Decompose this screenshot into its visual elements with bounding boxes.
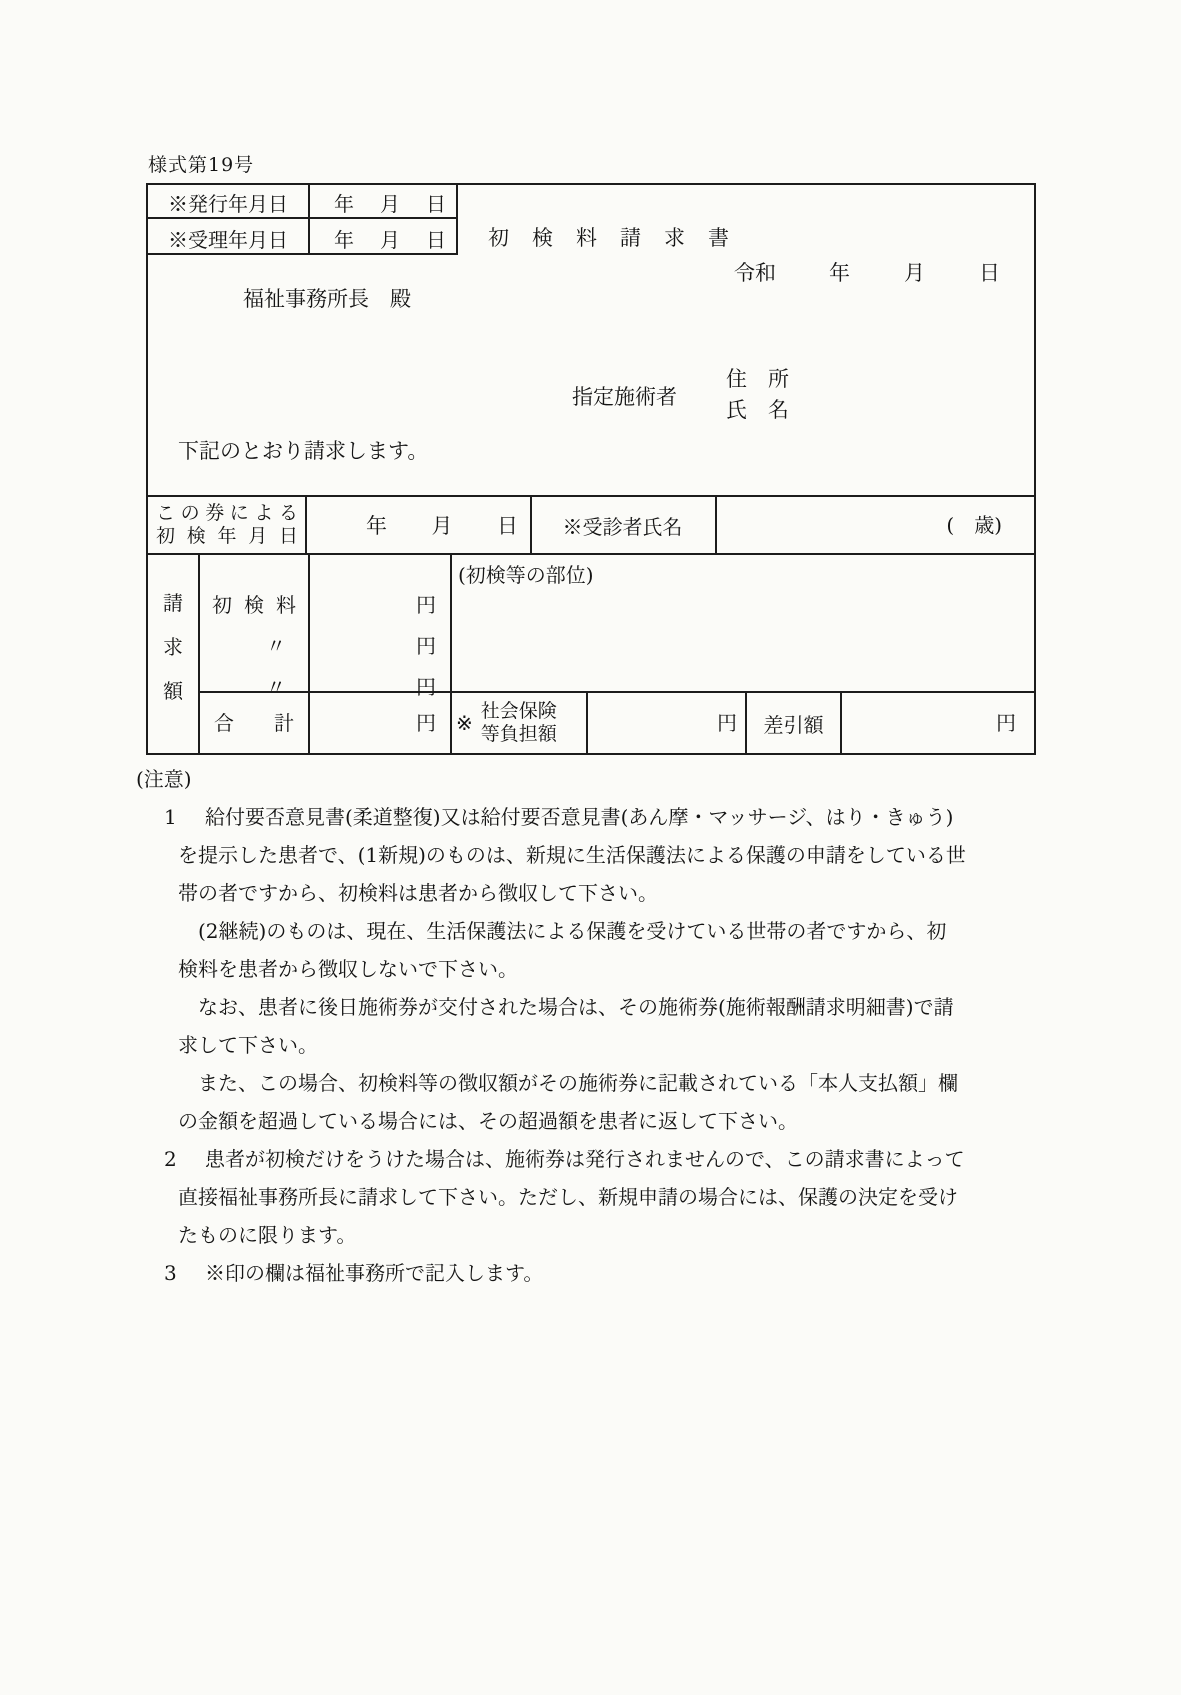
note-item-1 <box>164 798 1136 1140</box>
notes-heading: (注意) <box>136 767 192 791</box>
exam-date-label <box>152 502 302 548</box>
note-text: 患者が初検だけをうけた場合は、施術券は発行されませんので、この請求書によって 直接福祉事務所長に請求して下さい。ただし、新規申請の場合には、保護の決定を受け たものに限ります。 <box>178 1147 965 1247</box>
exam-date-label-line2: 初検年月日 <box>156 525 298 547</box>
fukushi-mark: ※ <box>456 711 473 735</box>
patient-name-label: ※受診者氏名 <box>562 514 683 539</box>
practitioner-label: 指定施術者 <box>572 385 677 409</box>
claim-amount-section-label: 請求額 <box>163 591 183 703</box>
yen-unit-label: 円 <box>717 711 737 735</box>
year-label: 年 <box>334 191 354 216</box>
note-number: 1 <box>164 805 177 829</box>
document-title: 初検料請求書 <box>488 226 752 250</box>
ditto-mark: 〃 <box>266 634 286 658</box>
era-label: 令和 <box>734 261 776 285</box>
month-label: 月 <box>380 227 400 252</box>
era-date-line <box>734 257 1000 287</box>
notes-section <box>136 760 1136 1292</box>
day-label: 日 <box>426 227 446 252</box>
yen-unit-label: 円 <box>416 634 436 658</box>
accept-date-label: ※受理年月日 <box>168 227 288 252</box>
month-label: 月 <box>380 191 400 216</box>
note-number: 2 <box>164 1147 177 1171</box>
year-label: 年 <box>829 261 850 285</box>
issue-date-field <box>310 185 456 219</box>
exam-date-label-line1: この券による <box>156 502 298 524</box>
divider <box>148 553 1034 555</box>
declaration-text: 下記のとおり請求します。 <box>178 439 429 463</box>
note-item-3 <box>164 1254 1136 1292</box>
address-label: 住 所 <box>726 367 789 391</box>
form-number: 様式第19号 <box>148 154 255 176</box>
note-text: 給付要否意見書(柔道整復)又は給付要否意見書(あん摩・マッサージ、はり・きゅう) を提示した患者で、(1新規)のものは、新規に生活保護法による保護の申請をしている世 帯の者ですから、初検料は患者から徴収して下さい。 (2継続)のものは、現在、生活保護法による保護を受けている世帯の者ですから、初 検料を患者から徴収しないで下さい。 なお、患者に後日施術券が交付された場合は、その施術券(施術報酬請求明細書)で請 求して下さい。 また、この場合、初検料等の徴収額がその施術券に記載されている「本人支払額」欄 の金額を超過している場合には、その超過額を患者に返して下さい。 <box>178 805 966 1133</box>
body-part-label: (初検等の部位) <box>458 563 594 587</box>
yen-unit-label: 円 <box>416 675 436 699</box>
month-label: 月 <box>431 514 453 538</box>
yen-unit-label: 円 <box>416 593 436 617</box>
first-exam-fee-label: 初検料 <box>212 593 296 617</box>
ditto-mark: 〃 <box>266 675 286 699</box>
month-label: 月 <box>904 261 925 285</box>
accept-date-field <box>310 221 456 255</box>
year-label: 年 <box>334 227 354 252</box>
social-insurance-label-line1: 社会保険 <box>480 700 557 722</box>
issue-date-label: ※発行年月日 <box>168 191 288 216</box>
day-label: 日 <box>497 514 518 538</box>
day-label: 日 <box>426 191 446 216</box>
note-text: ※印の欄は福祉事務所で記入します。 <box>205 1261 544 1285</box>
social-insurance-label <box>481 700 557 746</box>
addressee: 福祉事務所長 殿 <box>243 287 411 311</box>
note-item-2 <box>164 1140 1136 1254</box>
name-label: 氏 名 <box>726 398 789 422</box>
social-insurance-label-line2: 等負担額 <box>480 723 557 745</box>
note-number: 3 <box>164 1261 177 1285</box>
divider <box>456 185 458 255</box>
yen-unit-label: 円 <box>416 711 436 735</box>
patient-age-note: ( 歳) <box>946 513 1002 537</box>
year-label: 年 <box>366 514 387 538</box>
exam-date-field <box>306 497 530 553</box>
social-insurance-cell <box>452 693 586 753</box>
balance-label: 差引額 <box>763 712 824 737</box>
day-label: 日 <box>979 261 1000 285</box>
total-label: 合計 <box>214 711 294 735</box>
invoice-form-box <box>146 183 1036 755</box>
yen-unit-label: 円 <box>996 711 1016 735</box>
